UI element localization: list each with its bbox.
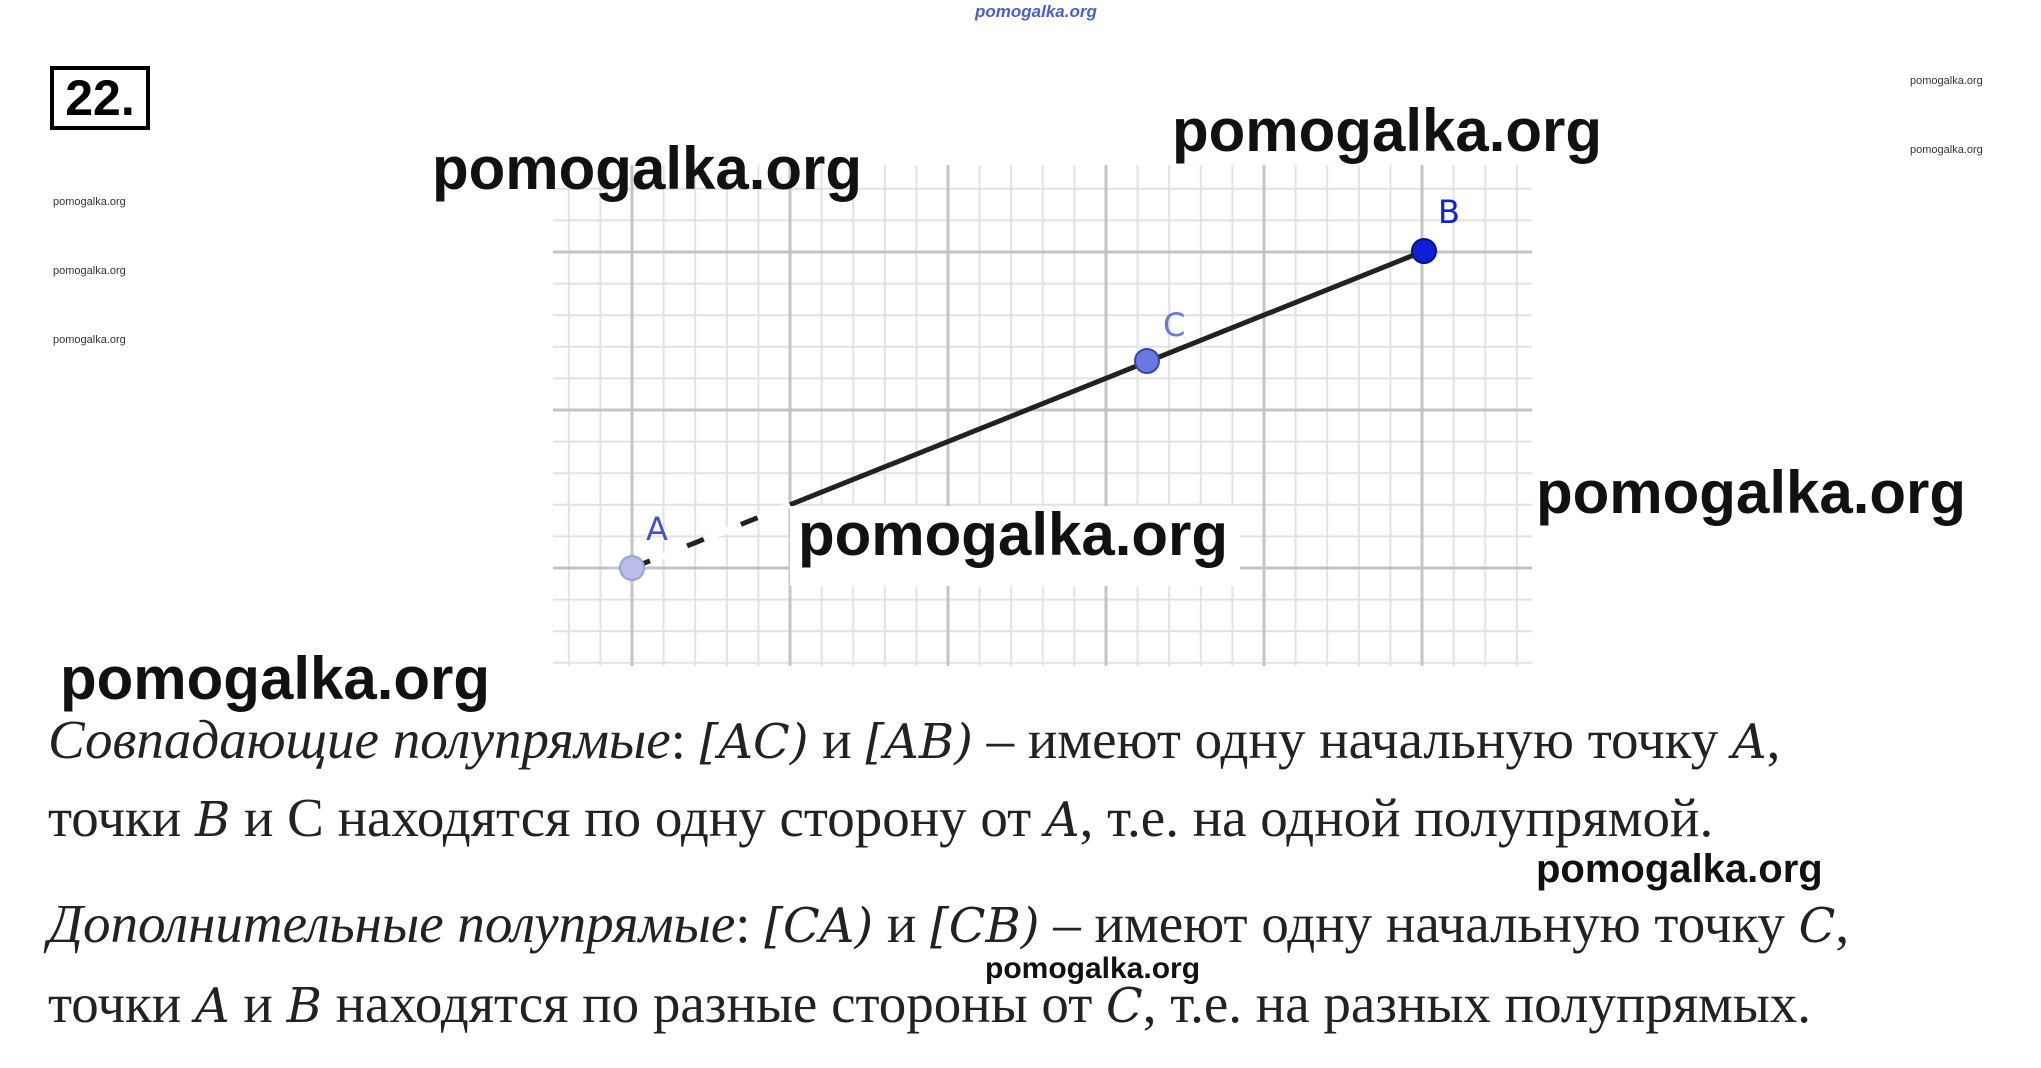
watermark-mid-center: pomogalka.org: [985, 952, 1201, 985]
text-line-3: Дополнительные полупрямые: [CA) и [CB) – имеют одну начальную точку C,: [48, 893, 1850, 954]
point-c-label: C: [1163, 306, 1186, 344]
point-a: [620, 556, 644, 580]
watermark-left-2: pomogalka.org: [53, 265, 126, 277]
point-c: [1135, 349, 1159, 373]
ray-ca: [CA): [764, 898, 874, 954]
watermark-right-1: pomogalka.org: [1910, 75, 1983, 87]
watermark-big-left: pomogalka.org: [432, 135, 863, 202]
point-a-label: A: [646, 510, 668, 548]
text-line-1: Совпадающие полупрямые: [AC) и [AB) – имеют одну начальную точку A,: [48, 709, 1781, 770]
watermark-big-top: pomogalka.org: [1172, 97, 1603, 164]
grid: [553, 165, 1532, 666]
watermark-big-center: pomogalka.org: [798, 501, 1229, 568]
term-additional-rays: Дополнительные полупрямые: [48, 893, 736, 954]
term-coinciding-rays: Совпадающие полупрямые: [48, 709, 671, 770]
text-line-4: точки A и B находятся по разные стороны от C, т.е. на разных полупрямых.: [48, 973, 1812, 1034]
watermark-right-2: pomogalka.org: [1910, 144, 1983, 156]
point-b: [1412, 239, 1436, 263]
ray-ac: [AC): [699, 714, 809, 770]
task-number: 22.: [50, 66, 150, 130]
ray-ab: [AB): [865, 714, 973, 770]
watermark-left-3: pomogalka.org: [53, 334, 126, 346]
ray-cb: [CB): [930, 898, 1040, 954]
watermark-top: pomogalka.org: [975, 2, 1097, 21]
text-line-2: точки B и C находятся по одну сторону от A, т.е. на одной полупрямой.: [48, 787, 1714, 848]
watermark-big-right: pomogalka.org: [1536, 459, 1967, 526]
watermark-big-bottom-left: pomogalka.org: [60, 645, 491, 712]
point-b-label: B: [1438, 193, 1460, 231]
watermark-left-1: pomogalka.org: [53, 196, 126, 208]
watermark-mid-right: pomogalka.org: [1536, 847, 1823, 891]
segment-gap: [650, 505, 790, 561]
